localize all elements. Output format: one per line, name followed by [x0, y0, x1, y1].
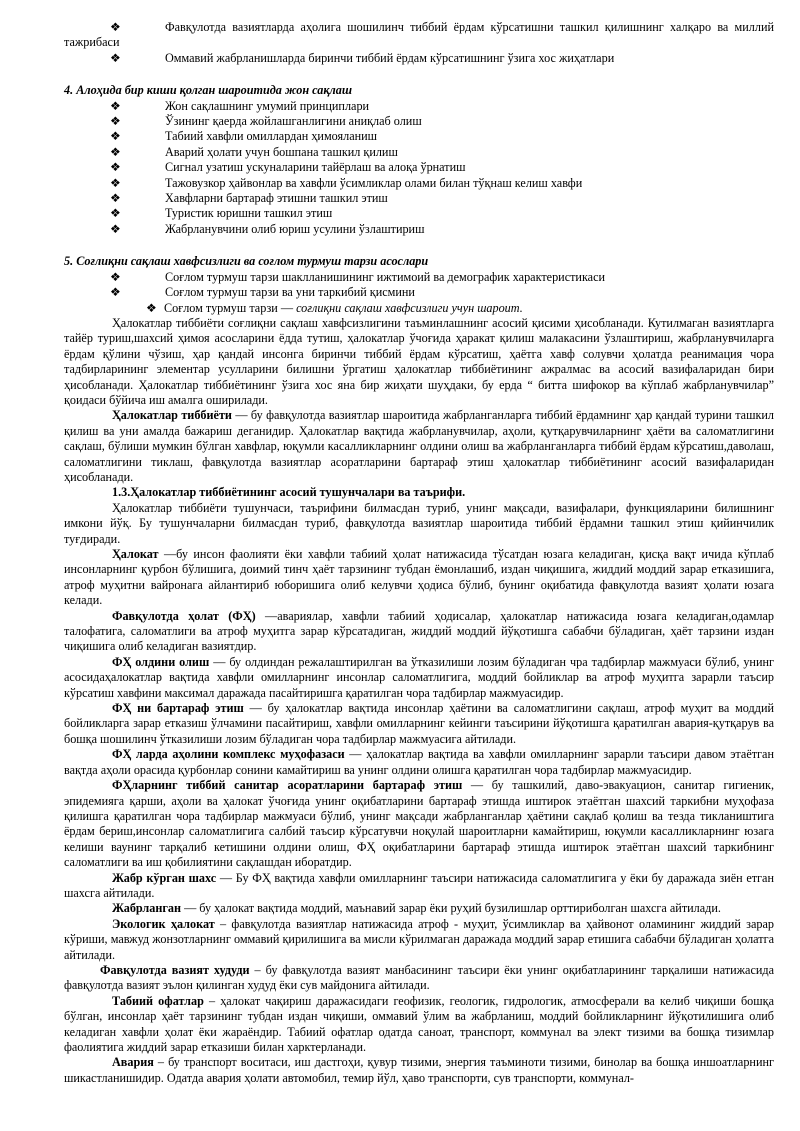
term: ФҲларнинг тиббий санитар асоратларини бартараф этиш — [112, 778, 463, 793]
term: Ҳалокатлар тиббиёти — [112, 408, 232, 423]
term: Авария — [112, 1055, 154, 1070]
list-item: ❖ Тажовузкор ҳайвонлар ва хавфли ўсимликлар олами билан тўқнаш келиш хавфи — [110, 175, 583, 190]
diamond-bullet-icon: ❖ — [110, 144, 121, 159]
list-item: ❖ Жон сақлашнинг умумий принциплари — [110, 98, 370, 113]
section-4-list — [64, 99, 774, 238]
term: Табиий офатлар — [112, 993, 204, 1008]
section-1-3-heading: 1.3.Ҳалокатлар тиббиётининг асосий тушунчалари ва таърифи. — [112, 485, 466, 500]
term: ФҲ олдини олиш — [112, 654, 210, 669]
list-item: ❖ Хавфларни бартараф этишни ташкил этиш — [110, 191, 388, 206]
list-item: ❖ Оммавий жабрланишларда биринчи тиббий ёрдам кўрсатишнинг ўзига хос жиҳатлари — [110, 50, 615, 65]
list-item: ❖ Ўзининг қаерда жойлашганлигини аниқлаб олиш — [110, 114, 422, 129]
definition-item: Фавқулотда вазият худуди – бу фавқулотда вазият манбасининг таъсири ёки унинг оқибатларининг тарқалиши натижасида фавқулотда вазият эълон қилинган худуд ёки сув майдонига айтилади. — [64, 962, 775, 993]
definition-item: Жабрланган — бу ҳалокат вақтида моддий, маънавий зарар ёки руҳий бузилишлар орттириболган шахсга айтилади. — [112, 901, 721, 916]
term: Жабрланган — [112, 901, 182, 916]
diamond-bullet-icon: ❖ — [110, 221, 121, 236]
term: ФҲ ни бартараф этиш — [112, 701, 244, 716]
section-4-heading: 4. Алоҳида бир киши қолган шароитида жон сақлаш — [64, 83, 353, 98]
diamond-bullet-icon: ❖ — [110, 160, 121, 175]
section-5-list — [64, 270, 774, 316]
diamond-bullet-icon: ❖ — [110, 269, 121, 284]
diamond-bullet-icon: ❖ — [110, 206, 121, 221]
diamond-bullet-icon: ❖ — [110, 114, 121, 129]
diamond-bullet-icon: ❖ — [110, 175, 121, 190]
list-item: ❖ Туристик юришни ташкил этиш — [110, 206, 333, 221]
term: Ҳалокат — [112, 547, 159, 561]
list-item: ❖ Соғлом турмуш тарзи ва уни таркибий қисмини — [110, 285, 415, 300]
paragraph-concepts: Ҳалокатлар тиббиёти тушунчаси, таърифини билмасдан туриб, унинг мақсади, вазифалари, функцияларини билишнинг имкони йўқ. Бу тушунчаларни билмасдан туриб, фавқулотда вазиятлар шароитида тиббий ёрдамни ташкил этиш қийинчилик туғдиради. — [64, 500, 774, 546]
definition-item: Табиий офатлар – ҳалокат чақириш даражасидаги геофизик, геологик, гидрологик, атмосферали ва келиб чиқиши бошқа бўлган, инсонлар ҳаёт тарзининг тубдан издан чиқиши, оммавий ўлим ва жабрланиш, моддий бойликларнинг йўқотилишига олиб келадиган хавфли ҳолат ёки жараёндир. Табиий офатлар одатда саноат, транспорт, коммунал ва элект тизими ва бошқа тизимлар фаолиятига жиддий зарар етказиши билан харктерланади. — [64, 993, 774, 1054]
definition-item: Жабр кўрган шахс — Бу ФҲ вақтида хавфли омилларнинг таъсири натижасида саломатлигига у ёки бу даражада зиён етган шахсга айтилади. — [64, 870, 774, 900]
definition-item: ФҲ ни бартараф этиш — бу ҳалокатлар вақтида инсонлар ҳаётини ва саломатлигини сақлаш, атроф муҳит ва моддий бойликларга зарар етказиш ўлчамини пасайтириш, хавфли омилларнинг кейинги таъсирини йўқотишга қаратилган авария-қутқарув ва бошқа шошилинч ўтказилиши лозим бўладиган чора тадбирлар мажмуасига айтилади. — [64, 701, 775, 746]
diamond-bullet-icon: ❖ — [110, 20, 121, 34]
term: ФҲ ларда аҳолини комплекс муҳофазаси — [112, 747, 345, 762]
list-item: ❖ Соғлом турмуш тарзи — соғлиқни сақлаш хавфсизлиги учун шароит. — [146, 300, 523, 315]
term: Фавқулотда ҳолат (ФҲ) — [112, 608, 256, 623]
list-item: ❖ Фавқулотда вазиятларда аҳолига шошилинч тиббий ёрдам кўрсатишни ташкил қилишнинг халқаро ва миллий тажрибаси — [64, 20, 774, 50]
definition-item: ФҲларнинг тиббий санитар асоратларини бартараф этиш — бу ташкилий, даво-эвакуацион, санитар гигиеник, эпидемияга қарши, аҳоли ва ҳалокат ўчоғида унинг оқибатларини бартараф этишда иштирок этаётган шахсий таркибни муҳофаза қилишга қаратилган чора тадбирлар мажмуаси бўлиб, унинг мақсади жабрланганлар ҳаётини сақлаб қолиш ва тезда тиклаништига ёрдам бериш,инсонлар саломатлигига салбий таъсир кўрсатувчи ноқулай шароитларни камайтириш, юқумли касалликларнинг юзага келиши ваунинг тарқалиб кетишини олдини олиш, ФҲ оқибатларини бартараф этишда иштирок этаётган шахсий таркибнинг саломатлиги ва иш қобилиятини сақлашдан иборатдир. — [64, 778, 774, 870]
definition-item: Экологик ҳалокат – фавқулотда вазиятлар натижасида атроф - муҳит, ўсимликлар ва ҳайвонот оламининг жиддий зарар кўриши, мавжуд жонзотларнинг оммавий қирилишига ва мисли кўрилмаган даражада моддий зарар етишига сабабчи бўладиган ҳолатга айтилади. — [64, 916, 774, 962]
list-item: ❖ Табиий хавфли омиллардан ҳимояланиш — [110, 129, 378, 144]
diamond-bullet-icon: ❖ — [110, 50, 121, 65]
diamond-bullet-icon: ❖ — [110, 129, 121, 144]
list-item: ❖ Жабрланувчини олиб юриш усулини ўзлаштириш — [110, 221, 425, 236]
definition-item: ФҲ ларда аҳолини комплекс муҳофазаси — ҳалокатлар вақтида ва хавфли омилларнинг зарарли таъсири давом этаётган вақтда аҳоли орасида қурбонлар сонини камайтириш ва унинг олдини олишга қаратилган чора тадбирлар мажмуасидир. — [64, 747, 774, 777]
diamond-bullet-icon: ❖ — [110, 191, 121, 206]
diamond-bullet-icon: ❖ — [146, 300, 157, 315]
diamond-bullet-icon: ❖ — [110, 98, 121, 113]
list-item: ❖ Аварий ҳолати учун бошпана ташкил қилиш — [110, 144, 398, 159]
list-item: ❖ Сигнал узатиш ускуналарини тайёрлаш ва алоқа ўрнатиш — [110, 160, 466, 175]
section-5-heading: 5. Соғлиқни сақлаш хавфсизлиги ва соғлом турмуш тарзи асослари — [64, 254, 429, 269]
definition-item: Ҳалокат —бу инсон фаолияти ёки хавфли табиий ҳолат натижасида тўсатдан юзага келадиган, қисқа вақт ичида кўплаб инсонларнинг қурбон бўлишига, доимий тинч ҳаёт тарзининг тубдан ёмонлашиб, издан чиқишига, жиддий моддий зарар етказишига, атроф муҳитни вайронага айлантириб юборишига олиб келувчи ҳодиса бўлиб, бунинг оқибатида фавқулотда вазият ҳолати юзага келади. — [64, 547, 774, 608]
definition-item: Авария – бу транспорт воситаси, иш дастгоҳи, қувур тизими, энергия таъминоти тизими, бинолар ва бошқа иншоатларнинг шикастланишидир. Одатда авария ҳолати автомобил, темир йўл, ҳаво транспорти, сув транспорти, коммунал- — [64, 1055, 774, 1085]
list-item: ❖ Соғлом турмуш тарзи шаклланишининг ижтимоий ва демографик характеристикаси — [110, 269, 606, 284]
term: Жабр кўрган шахс — [112, 870, 217, 885]
paragraph-intro: Ҳалокатлар тиббиёти соғлиқни сақлаш хавфсизлигини таъминлашнинг асосий қисими ҳисобланади. Кутилмаган вазиятларга тайёр туриш,шахсий ҳимоя асосларини ёдда тутиш, ҳалокатлар ўчоғида ҳаракат қилиш малакасини ўзлаштириш, жабрланувчиларга ёрдам қўлини чўзиш, ҳар қандай инсонга биринчи тиббий ёрдам кўрсатиш, ҳаётга хавф солувчи ҳолатда реанимация чора тадбирларининг элементар усулларини билишни ўргатиш ҳалокатлар тиббиётининг ажралмас ва асосий вазифаларидан бири ҳисобланади. Ҳалокатлар тиббиётининг ўзига хос яна бир жиҳати шуҳдаки, бу ерда “ битта шифокор ва кўплаб жабрланувчилар” қоидаси бўйича иш амалга оширилади. — [64, 315, 774, 407]
paragraph-definition: Ҳалокатлар тиббиёти — бу фавқулотда вазиятлар шароитида жабрланганларга тиббий ёрдамнинг ҳар қандай турини ташкил қилиш ва уни амалда бажариш деганидир. Ҳалокатлар вақтида жабрланувчилар, аҳоли, қутқарувчиларнинг ҳаёти ва саломатлигини сақлаш, бўлиши мумкин бўлган хавфлар, юқумли касалликларнинг олдини олиш ва жабрланганларга тиббий ёрдам кўрсатиш,даволаш, саломатлигини тиклаш, фавқулотда вазиятлар асоратларини бартараф этиш ҳалокатлар тиббиётининг асосий вазифаларидан ҳисобланади. — [64, 408, 774, 484]
definition-item: ФҲ олдини олиш — бу олдиндан режалаштирилган ва ўтказилиши лозим бўладиган чра тадбирлар мажмуаси бўлиб, унинг асосидаҳалокатлар вақтида хавфли омилларнинг инсонлар саломатлигига, моддий бойликлар ва атроф муҳитга зарарли таъсир кўрсатиш хавфини максимал даражада пасайтиришга қаратилган чора тадбирлар мажмуасидир. — [64, 654, 774, 700]
term: Экологик ҳалокат — [112, 916, 215, 931]
diamond-bullet-icon: ❖ — [110, 285, 121, 300]
definition-item: Фавқулотда ҳолат (ФҲ) —авариялар, хавфли табиий ҳодисалар, ҳалокатлар натижасида юзага келадиган,одамлар талофатига, саломатлиги ва атроф муҳитга зарар кўрсатадиган, жиддий моддий йўқотишга сабабчи бўладиган, ҳаёт тарзини издан чиқишига олиб келадиган вазиятдир. — [64, 608, 775, 654]
term: Фавқулотда вазият худуди — [100, 962, 250, 977]
